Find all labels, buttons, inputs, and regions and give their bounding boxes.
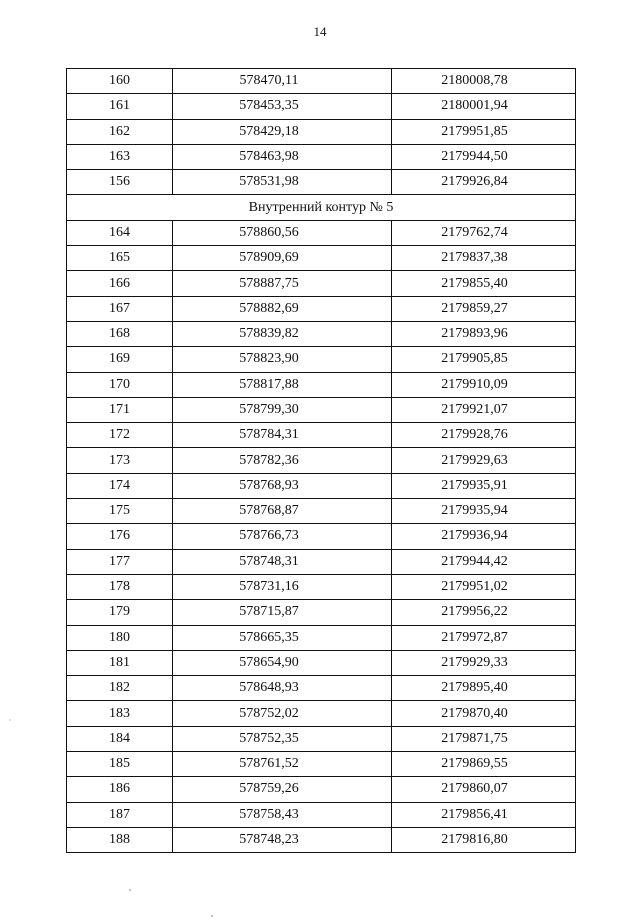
point-number-cell: 184 [67, 726, 173, 751]
y-coordinate-cell: 2179762,74 [392, 220, 576, 245]
x-coordinate-cell: 578531,98 [173, 170, 392, 195]
point-number-cell: 173 [67, 448, 173, 473]
y-coordinate-cell: 2179855,40 [392, 271, 576, 296]
x-coordinate-cell: 578759,26 [173, 777, 392, 802]
point-number-cell: 156 [67, 170, 173, 195]
y-coordinate-cell: 2179972,87 [392, 625, 576, 650]
point-number-cell: 171 [67, 397, 173, 422]
point-number-cell: 165 [67, 246, 173, 271]
y-coordinate-cell: 2179944,50 [392, 144, 576, 169]
point-number-cell: 162 [67, 119, 173, 144]
x-coordinate-cell: 578768,93 [173, 473, 392, 498]
x-coordinate-cell: 578429,18 [173, 119, 392, 144]
y-coordinate-cell: 2179936,94 [392, 524, 576, 549]
point-number-cell: 164 [67, 220, 173, 245]
x-coordinate-cell: 578766,73 [173, 524, 392, 549]
x-coordinate-cell: 578823,90 [173, 347, 392, 372]
point-number-cell: 168 [67, 321, 173, 346]
y-coordinate-cell: 2179905,85 [392, 347, 576, 372]
point-number-cell: 176 [67, 524, 173, 549]
point-number-cell: 161 [67, 94, 173, 119]
y-coordinate-cell: 2179837,38 [392, 246, 576, 271]
y-coordinate-cell: 2179860,07 [392, 777, 576, 802]
point-number-cell: 179 [67, 600, 173, 625]
y-coordinate-cell: 2179816,80 [392, 827, 576, 852]
x-coordinate-cell: 578784,31 [173, 423, 392, 448]
point-number-cell: 188 [67, 827, 173, 852]
x-coordinate-cell: 578748,23 [173, 827, 392, 852]
x-coordinate-cell: 578731,16 [173, 574, 392, 599]
point-number-cell: 175 [67, 499, 173, 524]
point-number-cell: 170 [67, 372, 173, 397]
x-coordinate-cell: 578654,90 [173, 650, 392, 675]
y-coordinate-cell: 2179921,07 [392, 397, 576, 422]
y-coordinate-cell: 2179928,76 [392, 423, 576, 448]
y-coordinate-cell: 2179956,22 [392, 600, 576, 625]
point-number-cell: 174 [67, 473, 173, 498]
y-coordinate-cell: 2179859,27 [392, 296, 576, 321]
x-coordinate-cell: 578761,52 [173, 752, 392, 777]
x-coordinate-cell: 578887,75 [173, 271, 392, 296]
y-coordinate-cell: 2179935,91 [392, 473, 576, 498]
y-coordinate-cell: 2180001,94 [392, 94, 576, 119]
x-coordinate-cell: 578752,02 [173, 701, 392, 726]
point-number-cell: 163 [67, 144, 173, 169]
point-number-cell: 186 [67, 777, 173, 802]
point-number-cell: 185 [67, 752, 173, 777]
y-coordinate-cell: 2179870,40 [392, 701, 576, 726]
x-coordinate-cell: 578453,35 [173, 94, 392, 119]
x-coordinate-cell: 578839,82 [173, 321, 392, 346]
section-title: Внутренний контур № 5 [67, 195, 576, 220]
point-number-cell: 160 [67, 69, 173, 94]
point-number-cell: 181 [67, 650, 173, 675]
point-number-cell: 166 [67, 271, 173, 296]
page-number: 14 [313, 24, 327, 39]
y-coordinate-cell: 2179929,63 [392, 448, 576, 473]
x-coordinate-cell: 578715,87 [173, 600, 392, 625]
x-coordinate-cell: 578463,98 [173, 144, 392, 169]
x-coordinate-cell: 578648,93 [173, 676, 392, 701]
point-number-cell: 169 [67, 347, 173, 372]
y-coordinate-cell: 2179910,09 [392, 372, 576, 397]
x-coordinate-cell: 578799,30 [173, 397, 392, 422]
point-number-cell: 183 [67, 701, 173, 726]
x-coordinate-cell: 578782,36 [173, 448, 392, 473]
point-number-cell: 178 [67, 574, 173, 599]
x-coordinate-cell: 578752,35 [173, 726, 392, 751]
x-coordinate-cell: 578860,56 [173, 220, 392, 245]
x-coordinate-cell: 578909,69 [173, 246, 392, 271]
x-coordinate-cell: 578817,88 [173, 372, 392, 397]
y-coordinate-cell: 2179856,41 [392, 802, 576, 827]
point-number-cell: 167 [67, 296, 173, 321]
y-coordinate-cell: 2180008,78 [392, 69, 576, 94]
x-coordinate-cell: 578768,87 [173, 499, 392, 524]
y-coordinate-cell: 2179926,84 [392, 170, 576, 195]
x-coordinate-cell: 578665,35 [173, 625, 392, 650]
point-number-cell: 180 [67, 625, 173, 650]
x-coordinate-cell: 578882,69 [173, 296, 392, 321]
x-coordinate-cell: 578470,11 [173, 69, 392, 94]
point-number-cell: 172 [67, 423, 173, 448]
y-coordinate-cell: 2179893,96 [392, 321, 576, 346]
y-coordinate-cell: 2179951,85 [392, 119, 576, 144]
y-coordinate-cell: 2179895,40 [392, 676, 576, 701]
x-coordinate-cell: 578758,43 [173, 802, 392, 827]
y-coordinate-cell: 2179951,02 [392, 574, 576, 599]
x-coordinate-cell: 578748,31 [173, 549, 392, 574]
y-coordinate-cell: 2179871,75 [392, 726, 576, 751]
point-number-cell: 182 [67, 676, 173, 701]
y-coordinate-cell: 2179869,55 [392, 752, 576, 777]
y-coordinate-cell: 2179944,42 [392, 549, 576, 574]
y-coordinate-cell: 2179929,33 [392, 650, 576, 675]
point-number-cell: 177 [67, 549, 173, 574]
y-coordinate-cell: 2179935,94 [392, 499, 576, 524]
point-number-cell: 187 [67, 802, 173, 827]
